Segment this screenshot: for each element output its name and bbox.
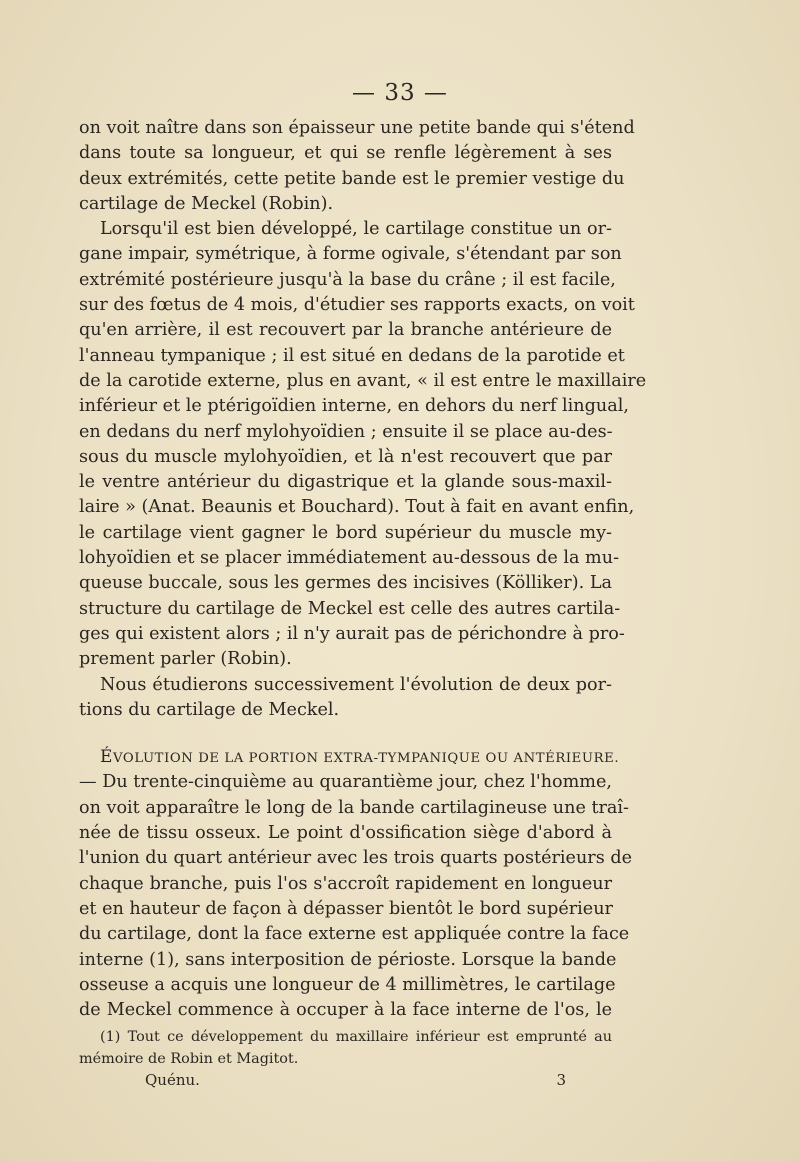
text-line: structure du cartilage de Meckel est celle des autres cartila- <box>79 598 621 619</box>
text-line: l'anneau tympanique ; il est situé en dedans de la parotide et <box>79 345 625 366</box>
text-line: Nous étudierons successivement l'évolution de deux por- <box>100 674 612 695</box>
text-line: en dedans du nerf mylohyoïdien ; ensuite il se place au-des- <box>79 421 613 442</box>
text-line: chaque branche, puis l'os s'accroît rapidement en longueur <box>79 873 612 894</box>
section-heading-initial: É <box>100 747 114 768</box>
text-line: le ventre antérieur du digastrique et la glande sous-maxil- <box>79 472 612 493</box>
text-line: queuse buccale, sous les germes des incisives (Kölliker). La <box>79 573 612 594</box>
body-text <box>79 116 647 1023</box>
text-line: sur des fœtus de 4 mois, d'étudier ses rapports exacts, on voit <box>79 295 635 316</box>
text-line: lohyoïdien et se placer immédiatement au-dessous de la mu- <box>79 548 620 569</box>
text-line: on voit apparaître le long de la bande cartilagineuse une traî- <box>79 797 629 818</box>
text-line: qu'en arrière, il est recouvert par la branche antérieure de <box>79 320 612 341</box>
text-line: tions du cartilage de Meckel. <box>79 699 340 720</box>
signature-line <box>79 1071 612 1093</box>
text-line: on voit naître dans son épaisseur une petite bande qui s'étend <box>79 118 635 138</box>
page-number: — 33 — <box>352 80 448 106</box>
footnote-line: mémoire de Robin et Magitot. <box>79 1051 299 1067</box>
text-line: extrémité postérieure jusqu'à la base du crâne ; il est facile, <box>79 269 616 290</box>
text-line: gane impair, symétrique, à forme ogivale, s'étendant par son <box>79 244 622 265</box>
text-line: interne (1), sans interposition de périoste. Lorsque la bande <box>79 949 617 970</box>
text-line: cartilage de Meckel (Robin). <box>79 193 334 214</box>
footnote <box>79 1026 612 1070</box>
text-line: de la carotide externe, plus en avant, « il est entre le maxillaire <box>79 370 647 391</box>
signature-author: Quénu. <box>145 1071 200 1089</box>
text-line: née de tissu osseux. Le point d'ossification siège d'abord à <box>79 823 612 844</box>
text-line: du cartilage, dont la face externe est appliquée contre la face <box>79 924 630 945</box>
signature-sheet-number: 3 <box>556 1071 566 1089</box>
text-line: — Du trente-cinquième au quarantième jour, chez l'homme, <box>79 772 612 793</box>
section-gap <box>79 723 612 745</box>
text-line: le cartilage vient gagner le bord supérieur du muscle my- <box>79 522 612 543</box>
text-line: inférieur et le ptérigoïdien interne, en dehors du nerf lingual, <box>79 396 629 417</box>
text-line: Lorsqu'il est bien développé, le cartilage constitue un or- <box>100 219 612 240</box>
text-line: de Meckel commence à occuper à la face interne de l'os, le <box>79 1000 612 1021</box>
text-line: prement parler (Robin). <box>79 649 292 670</box>
text-line: ges qui existent alors ; il n'y aurait pas de périchondre à pro- <box>79 623 625 644</box>
text-line: osseuse a acquis une longueur de 4 millimètres, le cartilage <box>79 974 616 995</box>
section-heading-text: VOLUTION DE LA PORTION EXTRA-TYMPANIQUE OU ANTÉRIEURE. <box>113 751 620 767</box>
text-line: et en hauteur de façon à dépasser bientôt le bord supérieur <box>79 898 613 919</box>
footnote-line: (1) Tout ce développement du maxillaire inférieur est emprunté au <box>100 1029 612 1045</box>
section-heading <box>79 745 620 770</box>
text-line: deux extrémités, cette petite bande est le premier vestige du <box>79 168 625 189</box>
text-line: dans toute sa longueur, et qui se renfle légèrement à ses <box>79 143 612 164</box>
text-line: sous du muscle mylohyoïdien, et là n'est recouvert que par <box>79 446 612 467</box>
text-line: l'union du quart antérieur avec les trois quarts postérieurs de <box>79 848 633 869</box>
text-line: laire » (Anat. Beaunis et Bouchard). Tout à fait en avant enfin, <box>79 497 635 518</box>
